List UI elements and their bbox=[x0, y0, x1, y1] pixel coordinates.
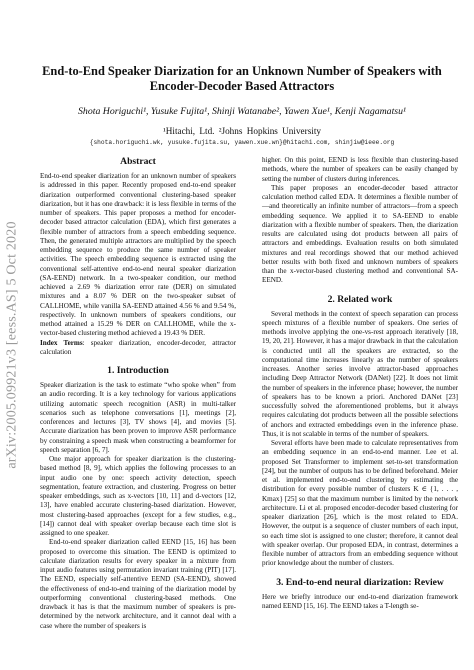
arxiv-stamp bbox=[4, 180, 22, 510]
introduction-heading: 1. Introduction bbox=[107, 365, 169, 376]
paper-title: End-to-End Speaker Diarization for an Unknown Number of Speakers with Encoder-Decoder Based Attractors bbox=[42, 64, 442, 93]
author-emails: {shota.horiguchi.wk, yusuke.fujita.su, yawen.xue.wn}@hitachi.com, shinjiw@ieee.org bbox=[89, 139, 395, 146]
index-terms-text: : speaker diarization, encoder-decoder, attractor calculation bbox=[40, 338, 236, 356]
abstract-body: End-to-end speaker diarization for an unknown number of speakers is addressed in this paper. Recently proposed end-to-end speaker diarization outperformed conventional clustering-based speaker diarization, but it has one drawback: it is less flexible in terms of the number of speakers. This paper proposes a method for encoder-decoder based attractor calculation (EDA), which first generates a flexible number of attractors from a speech embedding sequence. Then, the generated multiple attractors are multiplied by the speech embedding sequence to produce the same number of speaker activities. The speech embedding sequence is extracted using the conventional self-attentive end-to-end neural speaker diarization (SA-EEND) network. In a two-speaker condition, our method achieved a 2.69 % diarization error rate (DER) on simulated mixtures and a 8.07 % DER on the two-speaker subset of CALLHOME, while vanilla SA-EEND attained 4.56 % and 9.54 %, respectively. In unknown numbers of speakers conditions, our method attained a 15.29 % DER on CALLHOME, while the x-vector-based clustering method achieved a 19.43 % DER. bbox=[40, 172, 236, 338]
paper-header bbox=[40, 64, 444, 146]
index-terms bbox=[40, 339, 236, 358]
intro-paragraph-2: One major approach for speaker diarization is the clustering-based method [8, 9], which applies the following processes to an input audio one by one: speech activity detection, speech segmentation, feature extraction, and clustering. Progress on better speaker embeddings, such as x-vectors [10, 11] and d-vectors [12, 13], have enabled accurate clustering-based diarization. However, most clustering-based approaches (except for a few studies, e.g., [14]) cannot deal with speaker overlap because each time slot is assigned to one speaker. bbox=[40, 455, 236, 537]
arxiv-stamp-text: arXiv:2005.09921v3 [eess.AS] 5 Oct 2020 bbox=[5, 221, 21, 469]
index-terms-label: Index Terms bbox=[40, 338, 83, 347]
related-paragraph-1: Several methods in the context of speech separation can process speech mixtures of a flexible number of speakers. One series of methods involve applying the one-vs-rest approach iteratively [18, 19, 20, 21]. However, it has a major drawback in that the calculation is conducted until all the speakers are extracted, so the computational time increases linearly as the number of speakers increases. Another series involve attractor-based approaches including Deep Attractor Network (DANet) [22]. It does not limit the number of speakers in the inference phase; however, the number of speakers has to be known a priori. Anchored DANet [23] successfully solved the aforementioned problems, but it always requires calculating dot products between all the possible selections of anchors and extracted embeddings even in the inference phase. Thus, it is not scalable in terms of the number of speakers. bbox=[262, 309, 458, 438]
review-heading: 3. End-to-end neural diarization: Review bbox=[276, 576, 444, 588]
related-work-heading: 2. Related work bbox=[327, 293, 393, 305]
intro-paragraph-5: This paper proposes an encoder-decoder based attractor calculation method called EDA. It determines a flexible number of—and theoretically an infinite number of attractors—from a speech embedding sequence. We applied it to SA-EEND to enable diarization with a flexible number of speakers. Then, the diarization results are calculated using dot products between all pairs of attractors and embeddings. Evaluation results on both simulated mixtures and real recordings showed that our method achieved better results with both fixed and unknown numbers of speakers than the x-vector-based clustering method and conventional SA-EEND. bbox=[262, 183, 458, 285]
intro-paragraph-3: End-to-end speaker diarization called EEND [15, 16] has been proposed to overcome this situation. The EEND is optimized to calculate diarization results for every speaker in a mixture from input audio features using permutation invariant training (PIT) [17]. The EEND, especially self-attentive EEND (SA-EEND), showed the effectiveness of end-to-end training of the diarization model by outperforming conventional clustering-based methods. One drawback it has is that the maximum number of speakers is pre-determined by the network architecture, and it cannot deal with a case where the number of speakers is bbox=[40, 538, 236, 630]
right-column bbox=[262, 156, 458, 611]
intro-paragraph-1: Speaker diarization is the task to estimate “who spoke when” from an audio recording. It is a key technology for various applications utilizing automatic speech recognition (ASR) in multi-talker scenarios such as telephone conversations [1], meetings [2], conferences and lectures [3], TV shows [4], and movies [5]. Accurate diarization has been proven to improve ASR performance by constraining a speech mask when constructing a beamformer for speech separation [6, 7]. bbox=[40, 381, 236, 454]
author-list: Shota Horiguchi¹, Yusuke Fujita¹, Shinji Watanabe², Yawen Xue¹, Kenji Nagamatsu¹ bbox=[78, 106, 406, 117]
intro-paragraph-4: higher. On this point, EEND is less flexible than clustering-based methods, where the number of speakers can be easily changed by setting the number of clusters during inferences. bbox=[262, 156, 458, 183]
related-paragraph-2: Several efforts have been made to calculate representatives from an embedding sequence in an end-to-end manner. Lee et al. proposed Set Transformer to implement set-to-set transformation [24], but the number of outputs has to be defined beforehand. Meier et al. implemented end-to-end clustering by estimating the distribution for every possible number of clusters K ∈ {1, . . . , Kmax} [25] so that the maximum number is limited by the network architecture. Li et al. proposed encoder-decoder based clustering for speaker diarization [26], which is the most related to EDA. However, the output is a sequence of cluster numbers of each input, so each time slot is assigned to one cluster; therefore, it cannot deal with speaker overlap. Our proposed EDA, in contrast, determines a flexible number of attractors from an embedding sequence without prior knowledge about the number of clusters. bbox=[262, 439, 458, 568]
left-column bbox=[40, 156, 236, 631]
review-paragraph-1: Here we briefly introduce our end-to-end diarization framework named EEND [15, 16]. The EEND takes a T-length se- bbox=[262, 592, 458, 610]
abstract-heading: Abstract bbox=[120, 156, 156, 167]
affiliations: ¹Hitachi, Ltd. ²Johns Hopkins University bbox=[163, 126, 321, 136]
